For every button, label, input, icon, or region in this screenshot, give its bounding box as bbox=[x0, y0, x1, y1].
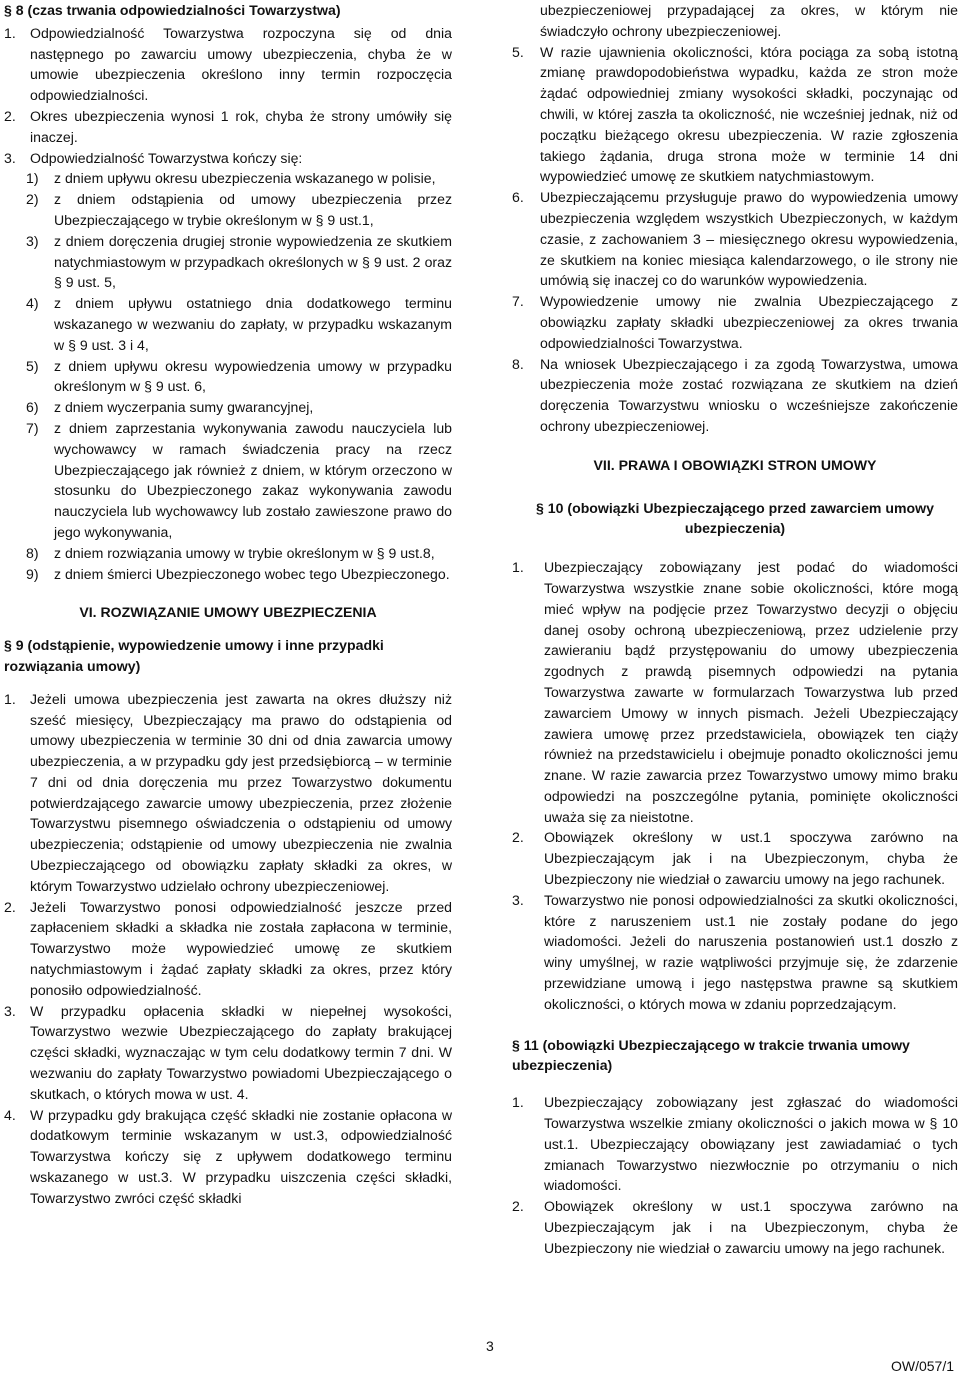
sec8-sub-7: 7) z dniem zaprzestania wykonywania zawodu nauczyciela lub wychowawcy w ramach świadczenia pracy na rzecz Ubezpieczającego jak również z dniem, w którym orzeczono w stosunku do Ubezpieczonego zakaz wykonywania zawodu nauczyciela lub wychowawcy lub zostało zawieszone prawo do jego wykonywania, bbox=[26, 419, 452, 540]
sec8-sub-5: 5) z dniem upływu okresu wypowiedzenia umowy w przypadku określonym w § 9 ust. 6, bbox=[26, 357, 452, 395]
sec8-sub-3: 3) z dniem doręczenia drugiej stronie wypowiedzenia ze skutkiem natychmiastowym w przypadkach określonych w § 9 ust. 2 oraz § 9 ust. 5, bbox=[26, 232, 452, 291]
sec8-sub-8: 8) z dniem rozwiązania umowy w trybie określonym w § 9 ust.8, bbox=[26, 544, 435, 561]
sec9-item-8: 8. Na wniosek Ubezpieczającego i za zgodą Towarzystwa, umowa ubezpieczenia może zostać rozwiązana ze skutkiem na dzień doręczenia Towarzystwu wniosku o wcześniejsze zakończenie ochrony ubezpieczeniowej. bbox=[512, 355, 958, 434]
section-8-title: § 8 (czas trwania odpowiedzialności Towarzystwa) bbox=[4, 2, 341, 18]
sec8-sub-2: 2) z dniem odstąpienia od umowy ubezpieczenia przez Ubezpieczającego w trybie określonym w § 9 ust.1, bbox=[26, 191, 452, 228]
sec9-item-7: 7. Wypowiedzenie umowy nie zwalnia Ubezpieczającego z obowiązku zapłaty składki ubezpieczeniowej za okres trwania odpowiedzialności Towarzystwa. bbox=[512, 293, 958, 351]
sec9-item-3: 3. W przypadku opłacenia składki w niepełnej wysokości, Towarzystwo wezwie Ubezpieczającego do zapłaty brakującej części składki, wyznaczając w tym celu dodatkowy termin 7 dni. W wezwaniu do zapłaty Towarzystwo powiadomi Ubezpieczającego o skutkach, o których mowa w ust. 4. bbox=[4, 1002, 452, 1102]
section-11-title: § 11 (obowiązki Ubezpieczającego w trakcie trwania umowy ubezpieczenia) bbox=[512, 1036, 910, 1074]
sec10-item-1: 1. Ubezpieczający zobowiązany jest podać do wiadomości Towarzystwa wszystkie znane sobie okoliczności, które mogą mieć wpływ na podjęcie przez Towarzystwo decyzji o objęciu danej osoby ochroną ubezpieczeniową, przez udzielenie przy zawieraniu bądź przystępowaniu do umowy ubezpieczenia zgodnych z prawdą pisemnych odpowiedzi na pytania Towarzystwa zawarte w formularzach Towarzystwa lub przed zawarciem Umowy w innych pismach. Jeżeli Ubezpieczający zawiera umowę przez przedstawiciela, obowiązek ten ciąży również na przedstawicielu i obejmuje ponadto okoliczności jemu znane. W razie zawarcia przez Towarzystwo umowy mimo braku odpowiedzi na poszczególne pytania, pominięte okoliczności uważa się za nieistotne. bbox=[512, 559, 958, 825]
sec9-item-5: 5. W razie ujawnienia okoliczności, która pociąga za sobą istotną zmianę prawdopodobieństwa wypadku, każda ze stron może żądać odpowiedniej zmiany wysokości składki, poczynając od chwili, w której zaszła ta okoliczność, nie wcześniej jednak, niż od początku bieżącego okresu ubezpieczenia. W razie zgłoszenia takiego żądania, druga strona może w terminie 14 dni wypowiedzieć umowę ze skutkiem natychmiastowym. bbox=[512, 43, 958, 185]
chapter-7-heading: VII. PRAWA I OBOWIĄZKI STRON UMOWY bbox=[593, 456, 877, 473]
sec8-item-3: 3. Odpowiedzialność Towarzystwa kończy się: bbox=[4, 149, 303, 166]
sec8-sub-6: 6) z dniem wyczerpania sumy gwarancyjnej, bbox=[26, 399, 314, 416]
sec9-item-4: 4. W przypadku gdy brakująca część składki nie zostanie opłacona w dodatkowym terminie wskazanym w ust.3, odpowiedzialność Towarzystwa kończy się z upływem dodatkowego terminu wskazanego w ust.3. W przypadku uiszczenia części składki, Towarzystwo zwróci część składki bbox=[4, 1106, 452, 1206]
sec9-item-2: 2. Jeżeli Towarzystwo ponosi odpowiedzialność jeszcze przed zapłaceniem składki a składka nie została zapłacona w terminie, Towarzystwo może wypowiedzieć umowę ze skutkiem natychmiastowym i żądać zapłaty składki za okres, przez który ponosiło odpowiedzialność. bbox=[4, 898, 452, 998]
sec10-item-2: 2. Obowiązek określony w ust.1 spoczywa zarówno na Ubezpieczającym jak i na Ubezpieczonym, chyba że Ubezpieczony nie wiedział o zawarciu umowy na jego rachunek. bbox=[512, 829, 958, 888]
section-10-title: § 10 (obowiązki Ubezpieczającego przed zawarciem umowy ubezpieczenia) bbox=[536, 499, 934, 537]
page-number: 3 bbox=[486, 1338, 494, 1354]
sec8-sub-4: 4) z dniem upływu ostatniego dnia dodatkowego terminu wskazanego w wezwaniu do zapłaty, w przypadku wskazanym w § 9 ust. 3 i 4, bbox=[26, 295, 452, 353]
sec8-item-2: 2. Okres ubezpieczenia wynosi 1 rok, chyba że strony umówiły się inaczej. bbox=[4, 107, 452, 145]
sec8-item-1: 1. Odpowiedzialność Towarzystwa rozpoczyna się od dnia następnego po zawarciu umowy ubezpieczenia, chyba że w umowie ubezpieczenia określono inny termin rozpoczęcia odpowiedzialności. bbox=[4, 24, 452, 104]
sec8-sub-1: 1) z dniem upływu okresu ubezpieczenia wskazanego w polisie, bbox=[26, 170, 436, 187]
right-column bbox=[512, 0, 958, 1259]
sec8-sub-9: 9) z dniem śmierci Ubezpieczonego wobec tego Ubezpieczonego. bbox=[26, 565, 450, 582]
sec11-item-2: 2. Obowiązek określony w ust.1 spoczywa zarówno na Ubezpieczającym jak i na Ubezpieczonym, chyba że Ubezpieczony nie wiedział o zawarciu umowy na jego rachunek. bbox=[512, 1198, 958, 1256]
left-column bbox=[4, 0, 452, 1209]
document-code: OW/057/1 bbox=[890, 1358, 954, 1374]
sec11-item-1: 1. Ubezpieczający zobowiązany jest zgłaszać do wiadomości Towarzystwa wszelkie zmiany okoliczności o jakich mowa w § 10 ust.1. Ubezpieczający obowiązany jest zawiadamiać o tych zmianach Towarzystwo niezwłocznie po otrzymaniu o nich wiadomości. bbox=[512, 1094, 958, 1194]
sec9-item-1: 1. Jeżeli umowa ubezpieczenia jest zawarta na okres dłuższy niż sześć miesięcy, Ubezpieczający ma prawo do odstąpienia od umowy ubezpieczenia w terminie 30 dni od dnia zawarcia umowy ubezpieczenia, a w przypadku gdy jest przedsiębiorcą – w terminie 7 dni od dnia doręczenia mu przez Towarzystwo dokumentu potwierdzającego zawarcie umowy ubezpieczenia, przez złożenie Towarzystwu pisemnego oświadczenia o odstąpieniu od umowy ubezpieczenia; odstąpienie od umowy ubezpieczenia nie zwalnia Ubezpieczającego od obowiązku zapłaty składki za okres, w którym Towarzystwo udzielało ochrony ubezpieczeniowej. bbox=[4, 690, 452, 894]
continued-text: ubezpieczeniowej przypadającej za okres, w którym nie świadczyło ochrony ubezpieczeniowej. bbox=[540, 2, 958, 39]
chapter-6-heading: VI. ROZWIĄZANIE UMOWY UBEZPIECZENIA bbox=[79, 604, 377, 621]
sec9-item-6: 6. Ubezpieczającemu przysługuje prawo do wypowiedzenia umowy ubezpieczenia względem wszystkich Ubezpieczonych, w każdym czasie, z zachowaniem 3 – miesięcznego okresu wypowiedzenia, ze skutkiem na koniec miesiąca kalendarzowego, o ile strony nie umówią się inaczej co do warunków wypowiedzenia. bbox=[512, 189, 958, 289]
sec10-item-3: 3. Towarzystwo nie ponosi odpowiedzialności za skutki okoliczności, które z naruszeniem ust.1 nie zostały podane do jego wiadomości. Jeżeli do naruszenia postanowień ust.1 doszło z winy umyślnej, w razie wątpliwości przyjmuje się, że zdarzenie przewidziane umową i jego następstwa prawne są skutkiem okoliczności, o których mowa w zdaniu poprzedzającym. bbox=[512, 891, 958, 1012]
section-9-title: § 9 (odstąpienie, wypowiedzenie umowy i inne przypadki rozwiązania umowy) bbox=[4, 637, 384, 674]
